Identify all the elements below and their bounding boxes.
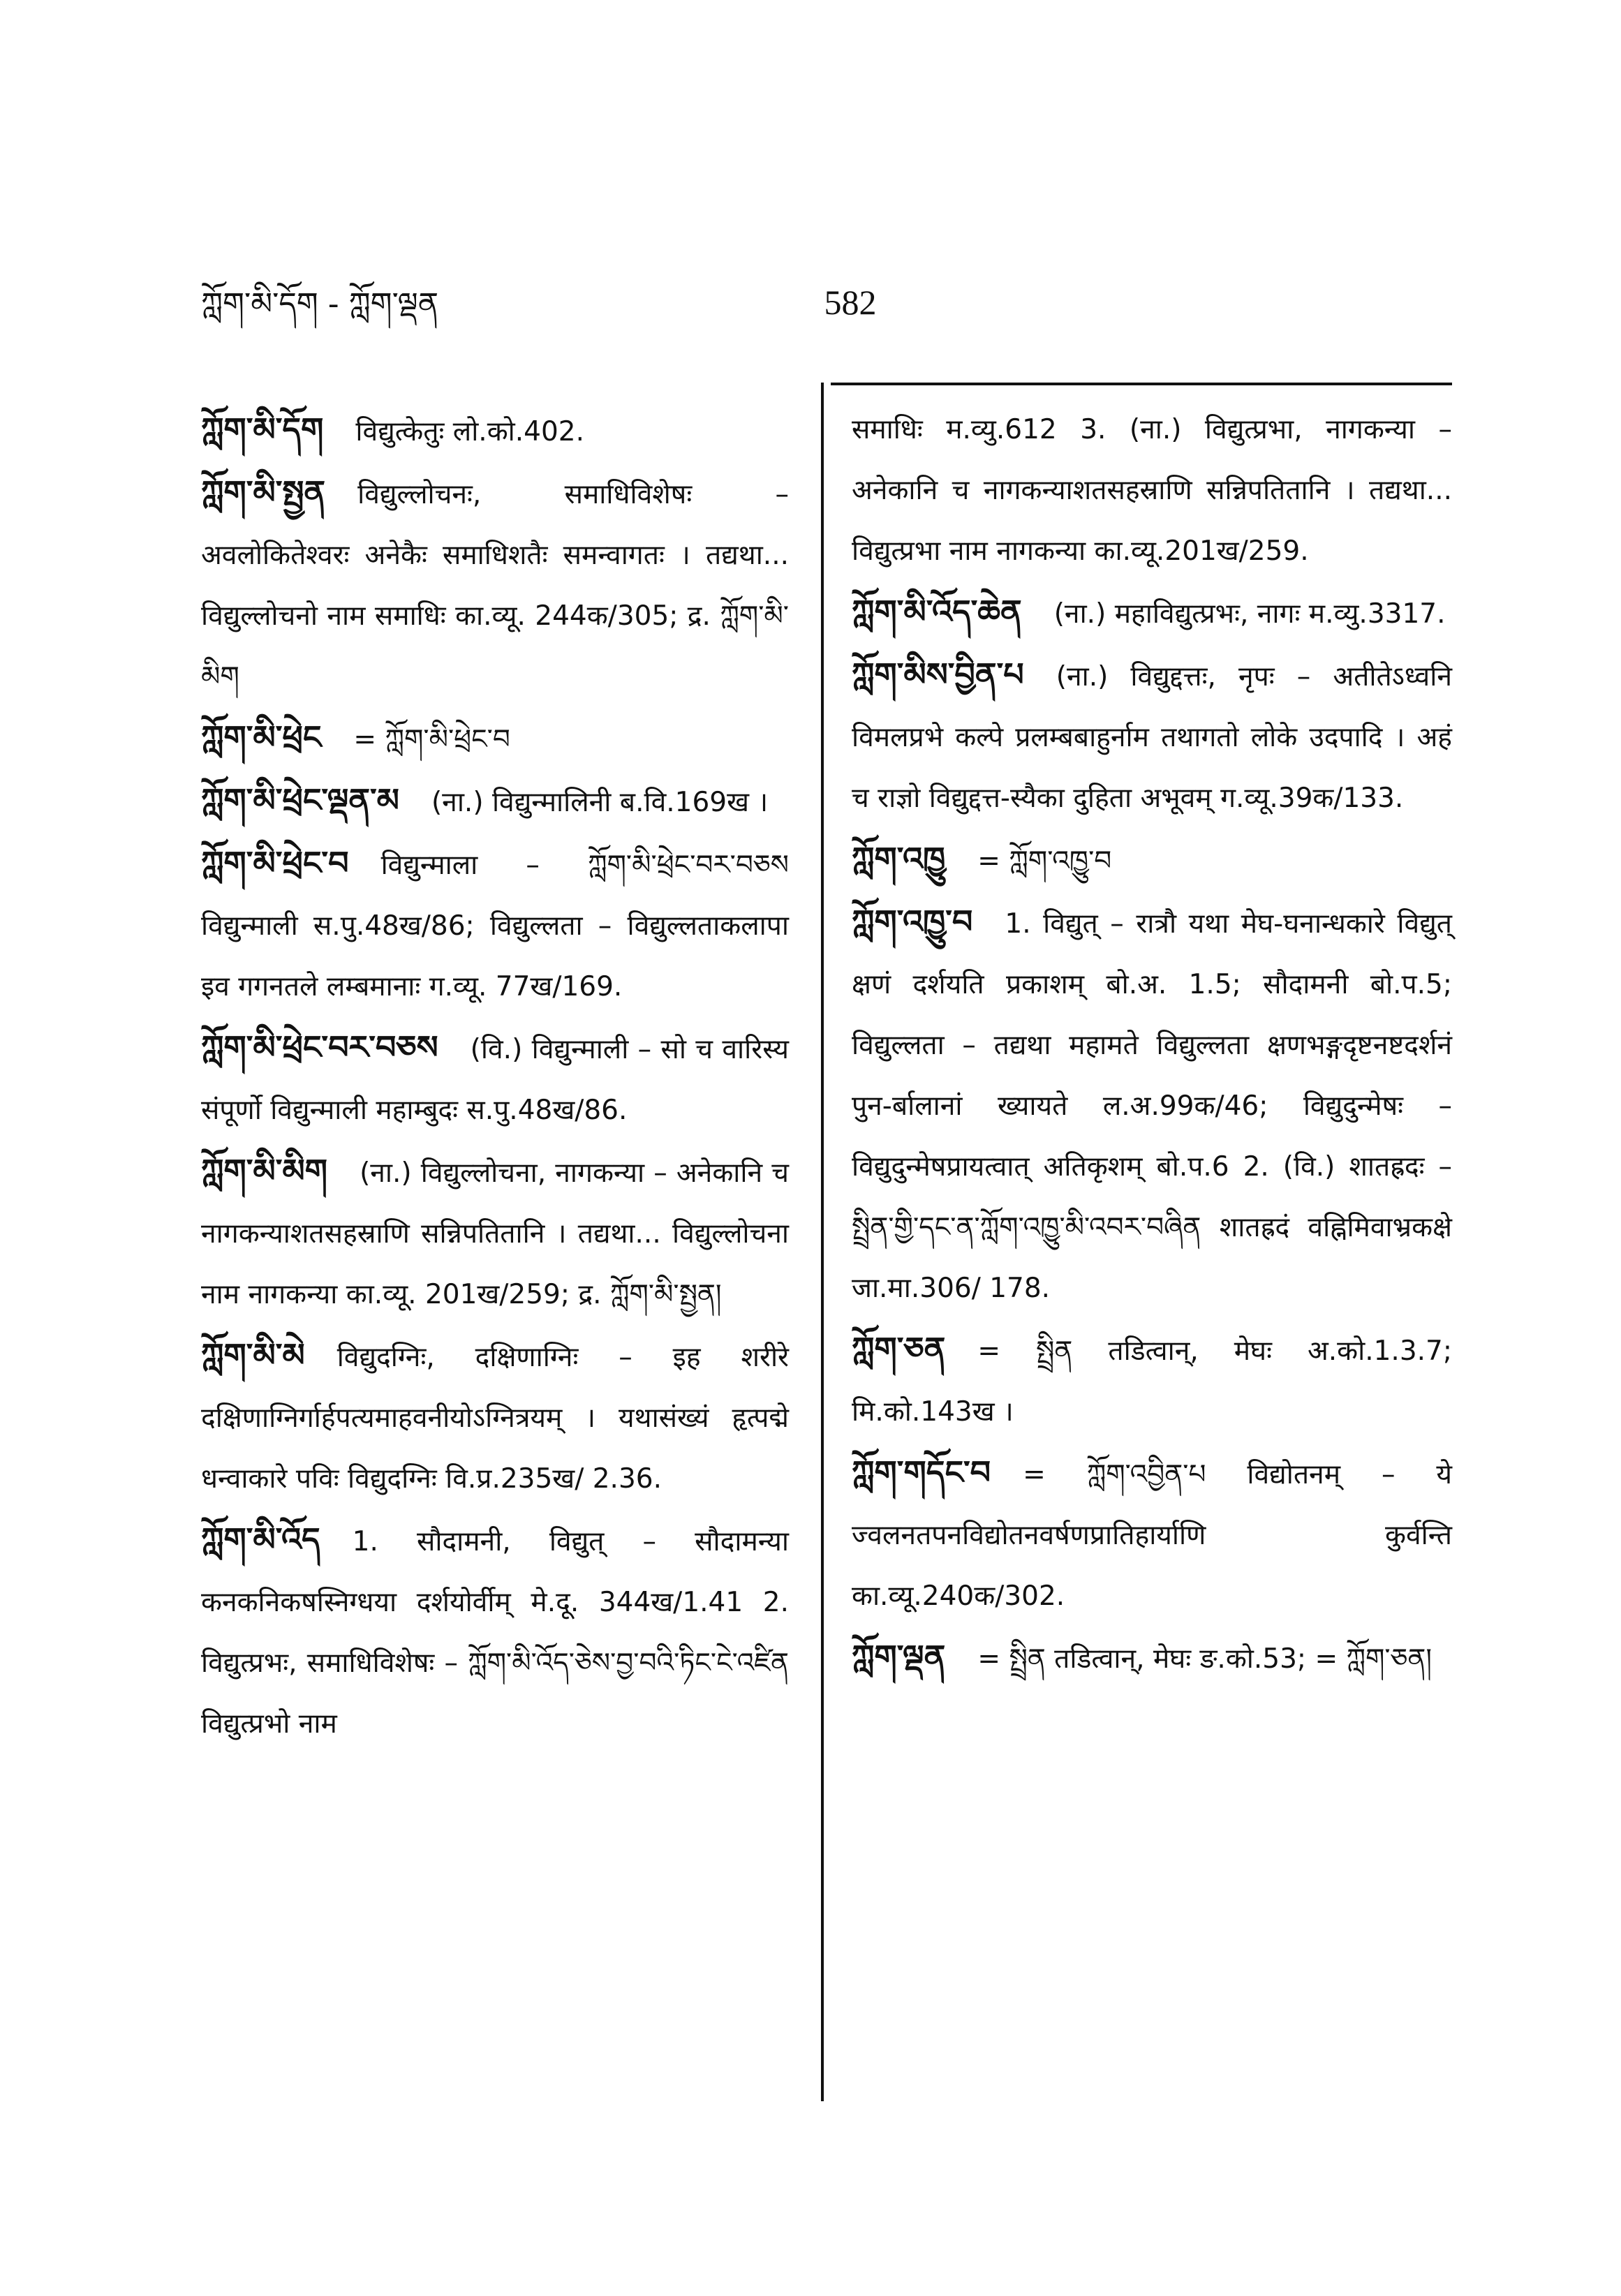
dictionary-entry bbox=[852, 644, 1452, 829]
entry-body: 1. सौदामनी, विद्युत् – सौदामन्या कनकनिकषस्निग्धया दर्शयोर्वीम् मे.दू. 344ख/1.41 2. विद्युत्प्रभः, समाधिविशेषः – ཀློག་མི་འོད་ཅེས་བྱ་བའི་ཏིང་ངེ་འཛིན विद्युत्प्रभो नाम bbox=[201, 1526, 789, 1740]
entry-headword: ཀློག་འཁྱུ་བ bbox=[852, 903, 973, 940]
entry-body: = ཀློག་མི་ཕྲེང་བ bbox=[353, 724, 510, 755]
entry-body: = སྤྲིན तडित्वान्, मेघः अ.को.1.3.7; मि.को.143ख । bbox=[852, 1335, 1452, 1428]
entry-body: (ना.) महाविद्युत्प्रभः, नागः म.व्यु.3317. bbox=[1053, 598, 1446, 630]
entry-body: (ना.) विद्युल्लोचना, नागकन्या – अनेकानि च नागकन्याशतसहस्राणि सन्निपतितानि । तद्यथा... विद्युल्लोचना नाम नागकन्या का.व्यू. 201ख/259; द्र. ཀློག་མི་སྤྱན། bbox=[201, 1157, 789, 1310]
entry-headword: ཀློག་འཁྱུ bbox=[852, 840, 946, 877]
top-rule bbox=[831, 383, 1452, 385]
dictionary-entry bbox=[852, 1442, 1452, 1627]
entry-body: (ना.) विद्युन्मालिनी ब.वि.169ख । bbox=[431, 787, 769, 818]
dictionary-entry bbox=[201, 833, 789, 1017]
running-header bbox=[201, 278, 1444, 327]
entry-headword: ཀློག་མིས་བྱིན་པ bbox=[852, 656, 1024, 693]
dictionary-entry bbox=[201, 399, 789, 462]
dictionary-entry bbox=[201, 707, 789, 770]
entry-headword: ཀློག་མི་མིག bbox=[201, 1152, 328, 1190]
dictionary-entry bbox=[852, 582, 1452, 644]
entry-body: विद्युन्माला – ཀློག་མི་ཕྲེང་བར་བཅས विद्युन्माली स.पु.48ख/86; विद्युल्लता – विद्युल्लताकलापा इव गगनतले लम्बमानाः ग.व्यू. 77ख/169. bbox=[201, 850, 789, 1002]
column-divider bbox=[821, 383, 824, 2101]
entry-headword: ཀློག་མི་ཕྲེང bbox=[201, 718, 322, 756]
dictionary-entry bbox=[201, 462, 789, 707]
entry-headword: ཀློག་མི་སྤྱན bbox=[201, 473, 326, 511]
right-column bbox=[852, 399, 1452, 1689]
dictionary-entry bbox=[852, 1319, 1452, 1442]
entry-body: विद्युल्लोचनः, समाधिविशेषः – अवलोकितेश्वरः अनेकैः समाधिशतैः समन्वागतः । तद्यथा... विद्युल्लोचनो नाम समाधिः का.व्यू. 244क/305; द्र. ཀློག་མི་མིག bbox=[201, 479, 789, 692]
left-column bbox=[201, 399, 789, 1754]
entry-headword: ཀློག་མི་ཕྲེང་བ bbox=[201, 844, 349, 882]
dictionary-entry bbox=[852, 1627, 1452, 1689]
entry-body: = སྤྲིན तडित्वान्, मेघः ङ.को.53; = ཀློག་ཅན། bbox=[977, 1643, 1433, 1675]
entry-headword: ཀློག་མི་ཕྲེང་ལྡན་མ bbox=[201, 781, 399, 819]
entry-headword: ཀློག་གདོང་བ bbox=[852, 1453, 991, 1491]
entry-body: विद्युदग्निः, दक्षिणाग्निः – इह शरीरे दक्षिणाग्निर्गार्हपत्यमाहवनीयोऽग्नित्रयम् । यथासंख्यं हृत्पद्मे धन्वाकारे पविः विद्युदग्निः वि.प्र.235ख/ 2.36. bbox=[201, 1342, 789, 1495]
entry-headword: ཀློག་མི་འོད་ཆེན bbox=[852, 593, 1022, 630]
entry-headword: ཀློག་མི་དོག bbox=[201, 410, 324, 448]
entry-headword: ཀློག་ལྡན bbox=[852, 1638, 946, 1675]
dictionary-entry bbox=[201, 1325, 789, 1509]
entry-headword: ཀློག་མི་ཕྲེང་བར་བཅས bbox=[201, 1028, 438, 1066]
dictionary-entry bbox=[852, 829, 1452, 891]
entry-headword: ཀློག་ཅན bbox=[852, 1330, 946, 1368]
entry-body: विद्युत्केतुः लो.को.402. bbox=[355, 416, 584, 447]
entry-body: (ना.) विद्युद्दत्तः, नृपः – अतीतेऽध्वनि विमलप्रभे कल्पे प्रलम्बबाहुर्नाम तथागतो लोके उदपादि । अहं च राज्ञो विद्युद्दत्त-स्यैका दुहिता अभूवम् ग.व्यू.39क/133. bbox=[852, 661, 1452, 814]
dictionary-entry bbox=[201, 1017, 789, 1141]
dictionary-entry bbox=[201, 770, 789, 833]
entry-headword: ཀློག་མི་འོད bbox=[201, 1520, 320, 1558]
entry-body: = ཀློག་འབྱིན་པ विद्योतनम् – ये ज्वलनतपनविद्योतनवर्षणप्रातिहार्याणि कुर्वन्ति का.व्यू.240क/302. bbox=[852, 1459, 1452, 1612]
page-number: 582 bbox=[824, 283, 877, 322]
entry-body: = ཀློག་འཁྱུ་བ bbox=[977, 845, 1112, 877]
guide-words: ཀློག་མི་དོག - ཀློག་ལྡན bbox=[201, 286, 439, 322]
entry-headword: ཀློག་མི་མེ bbox=[201, 1336, 305, 1374]
entry-body: समाधिः म.व्यु.612 3. (ना.) विद्युत्प्रभा, नागकन्या – अनेकानि च नागकन्याशतसहस्राणि सन्निपतितानि । तद्यथा... विद्युत्प्रभा नाम नागकन्या का.व्यू.201ख/259. bbox=[852, 414, 1452, 567]
dictionary-entry bbox=[201, 1141, 789, 1325]
dictionary-entry bbox=[201, 1509, 789, 1754]
dictionary-entry bbox=[852, 891, 1452, 1319]
entry-body: 1. विद्युत् – रात्रौ यथा मेघ-घनान्धकारे विद्युत् क्षणं दर्शयति प्रकाशम् बो.अ. 1.5; सौदामनी बो.प.5; विद्युल्लता – तद्यथा महामते विद्युल्लता क्षणभङ्गदृष्टनष्टदर्शनं पुन-र्बालानां ख्यायते ल.अ.99क/46; विद्युदुन्मेषः – विद्युदुन्मेषप्रायत्वात् अतिकृशम् बो.प.6 2. (वि.) शातह्रदः – སྤྲིན་གྱི་དང་ན་ཀློག་འཁྱུ་མི་འབར་བཞིན शातह्रदं वह्निमिवाभ्रकक्षे जा.मा.306/ 178. bbox=[852, 908, 1452, 1304]
entry-body: (वि.) विद्युन्माली – सो च वारिस्य संपूर्णो विद्युन्माली महाम्बुदः स.पु.48ख/86. bbox=[201, 1034, 789, 1126]
dictionary-entry-continued bbox=[852, 399, 1452, 582]
